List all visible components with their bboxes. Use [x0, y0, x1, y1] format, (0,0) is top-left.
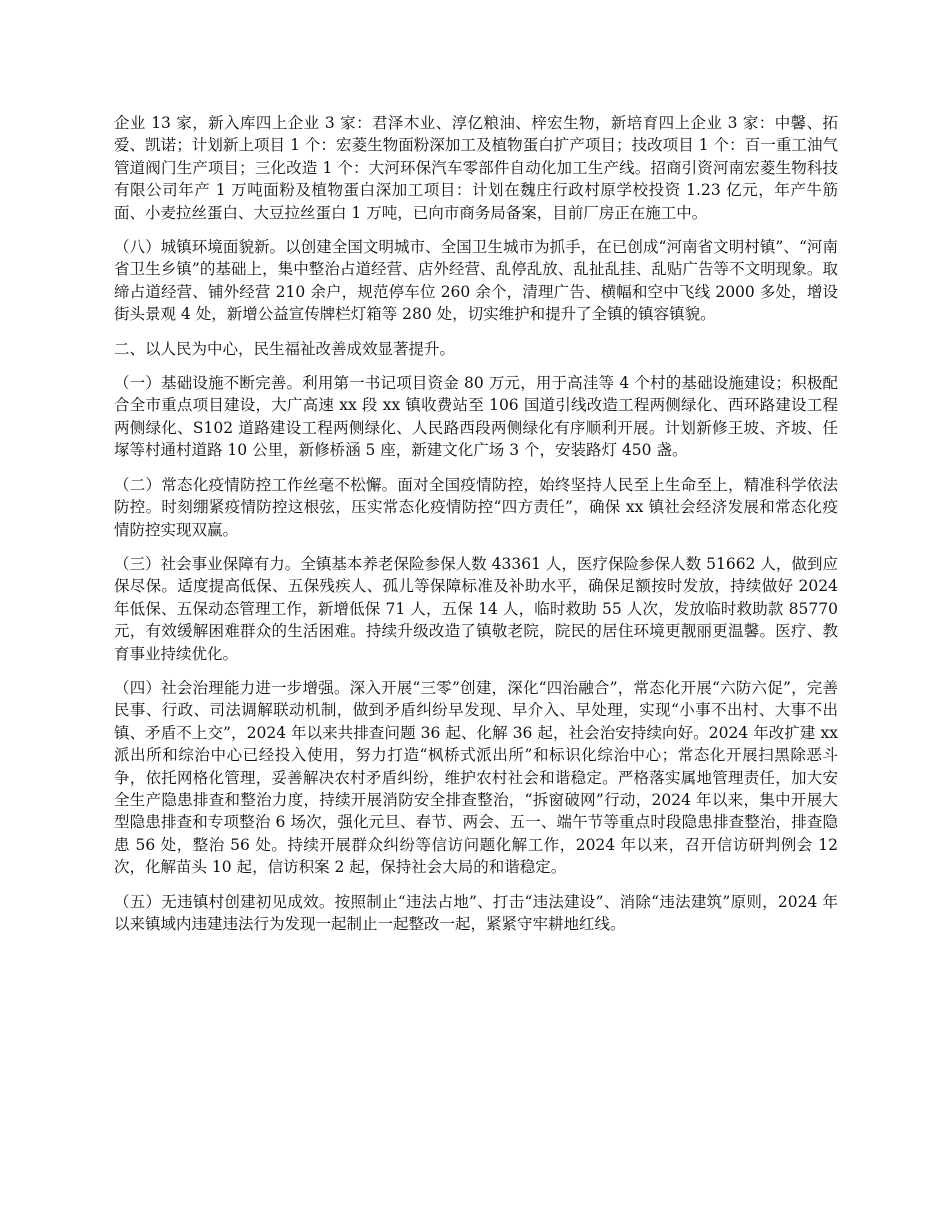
paragraph-enterprise-projects: 企业 13 家，新入库四上企业 3 家：君泽木业、淳亿粮油、梓宏生物，新培育四上企业 3 家：中馨、拓爱、凯诺；计划新上项目 1 个：宏菱生物面粉深加工及植物蛋白扩产项目；技改项目 1 个：百一重工油气管道阀门生产项目；三化改造 1 个：大河环保汽车零部件自动化加工生产线。招商引资河南宏菱生物科技有限公司年产 1 万吨面粉及植物蛋白深加工项目：计划在魏庄行政村原学校投资 1.23 亿元，年产牛筋面、小麦拉丝蛋白、大豆拉丝蛋白 1 万吨，已向市商务局备案，目前厂房正在施工中。 [114, 114, 838, 222]
paragraph-infrastructure: （一）基础设施不断完善。利用第一书记项目资金 80 万元，用于高洼等 4 个村的基础设施建设；积极配合全市重点项目建设，大广高速 xx 段 xx 镇收费站至 106 国道引线改造工程两侧绿化、西环路建设工程两侧绿化、S102 道路建设工程两侧绿化、人民路西段两侧绿化有序顺利开展。计划新修王坡、齐坡、任塚等村通村道路 10 公里，新修桥涵 5 座，新建文化广场 3 个，安装路灯 450 盏。 [114, 374, 838, 460]
document-body [114, 112, 838, 947]
paragraph-epidemic-control: （二）常态化疫情防控工作丝毫不松懈。面对全国疫情防控，始终坚持人民至上生命至上，精准科学依法防控。时刻绷紧疫情防控这根弦，压实常态化疫情防控“四方责任”，确保 xx 镇社会经济发展和常态化疫情防控实现双赢。 [114, 475, 838, 539]
section-heading-livelihood: 二、以人民为中心，民生福祉改善成效显著提升。 [114, 339, 456, 358]
paragraph-town-environment: （八）城镇环境面貌新。以创建全国文明城市、全国卫生城市为抓手，在已创成“河南省文明村镇”、“河南省卫生乡镇”的基础上，集中整治占道经营、店外经营、乱停乱放、乱扯乱挂、乱贴广告等不文明现象。取缔占道经营、铺外经营 210 余户，规范停车位 260 余个，清理广告、横幅和空中飞线 2000 多处，增设街头景观 4 处，新增公益宣传牌栏灯箱等 280 处，切实维护和提升了全镇的镇容镇貌。 [114, 238, 838, 324]
paragraph-illegal-construction: （五）无违镇村创建初见成效。按照制止“违法占地”、打击“违法建设”、消除“违法建筑”原则，2024 年以来镇域内违建违法行为发现一起制止一起整改一起，紧紧守牢耕地红线。 [114, 892, 838, 933]
paragraph-social-security: （三）社会事业保障有力。全镇基本养老保险参保人数 43361 人，医疗保险参保人数 51662 人，做到应保尽保。适度提高低保、五保残疾人、孤儿等保障标准及补助水平，确保足额按时发放，持续做好 2024 年低保、五保动态管理工作，新增低保 71 人，五保 14 人，临时救助 55 人次，发放临时救助款 85770 元，有效缓解困难群众的生活困难。持续升级改造了镇敬老院，院民的居住环境更靓丽更温馨。医疗、教育事业持续优化。 [114, 554, 838, 663]
paragraph-social-governance: （四）社会治理能力进一步增强。深入开展“三零”创建，深化“四治融合”，常态化开展“六防六促”，完善民事、行政、司法调解联动机制，做到矛盾纠纷早发现、早介入、早处理，实现“小事不出村、大事不出镇、矛盾不上交”，2024 年以来共排查问题 36 起、化解 36 起，社会治安持续向好。2024 年改扩建 xx 派出所和综治中心已经投入使用，努力打造“枫桥式派出所”和标识化综治中心；常态化开展扫黑除恶斗争，依托网格化管理，妥善解决农村矛盾纠纷，维护农村社会和谐稳定。严格落实属地管理责任，加大安全生产隐患排查和整治力度，持续开展消防安全排查整治，“拆窗破网”行动，2024 年以来，集中开展大型隐患排查和专项整治 6 场次，强化元旦、春节、两会、五一、端午节等重点时段隐患排查整治，排查隐患 56 处，整治 56 处。持续开展群众纠纷等信访问题化解工作，2024 年以来，召开信访研判例会 12 次，化解苗头 10 起，信访积案 2 起，保持社会大局的和谐稳定。 [114, 678, 838, 877]
